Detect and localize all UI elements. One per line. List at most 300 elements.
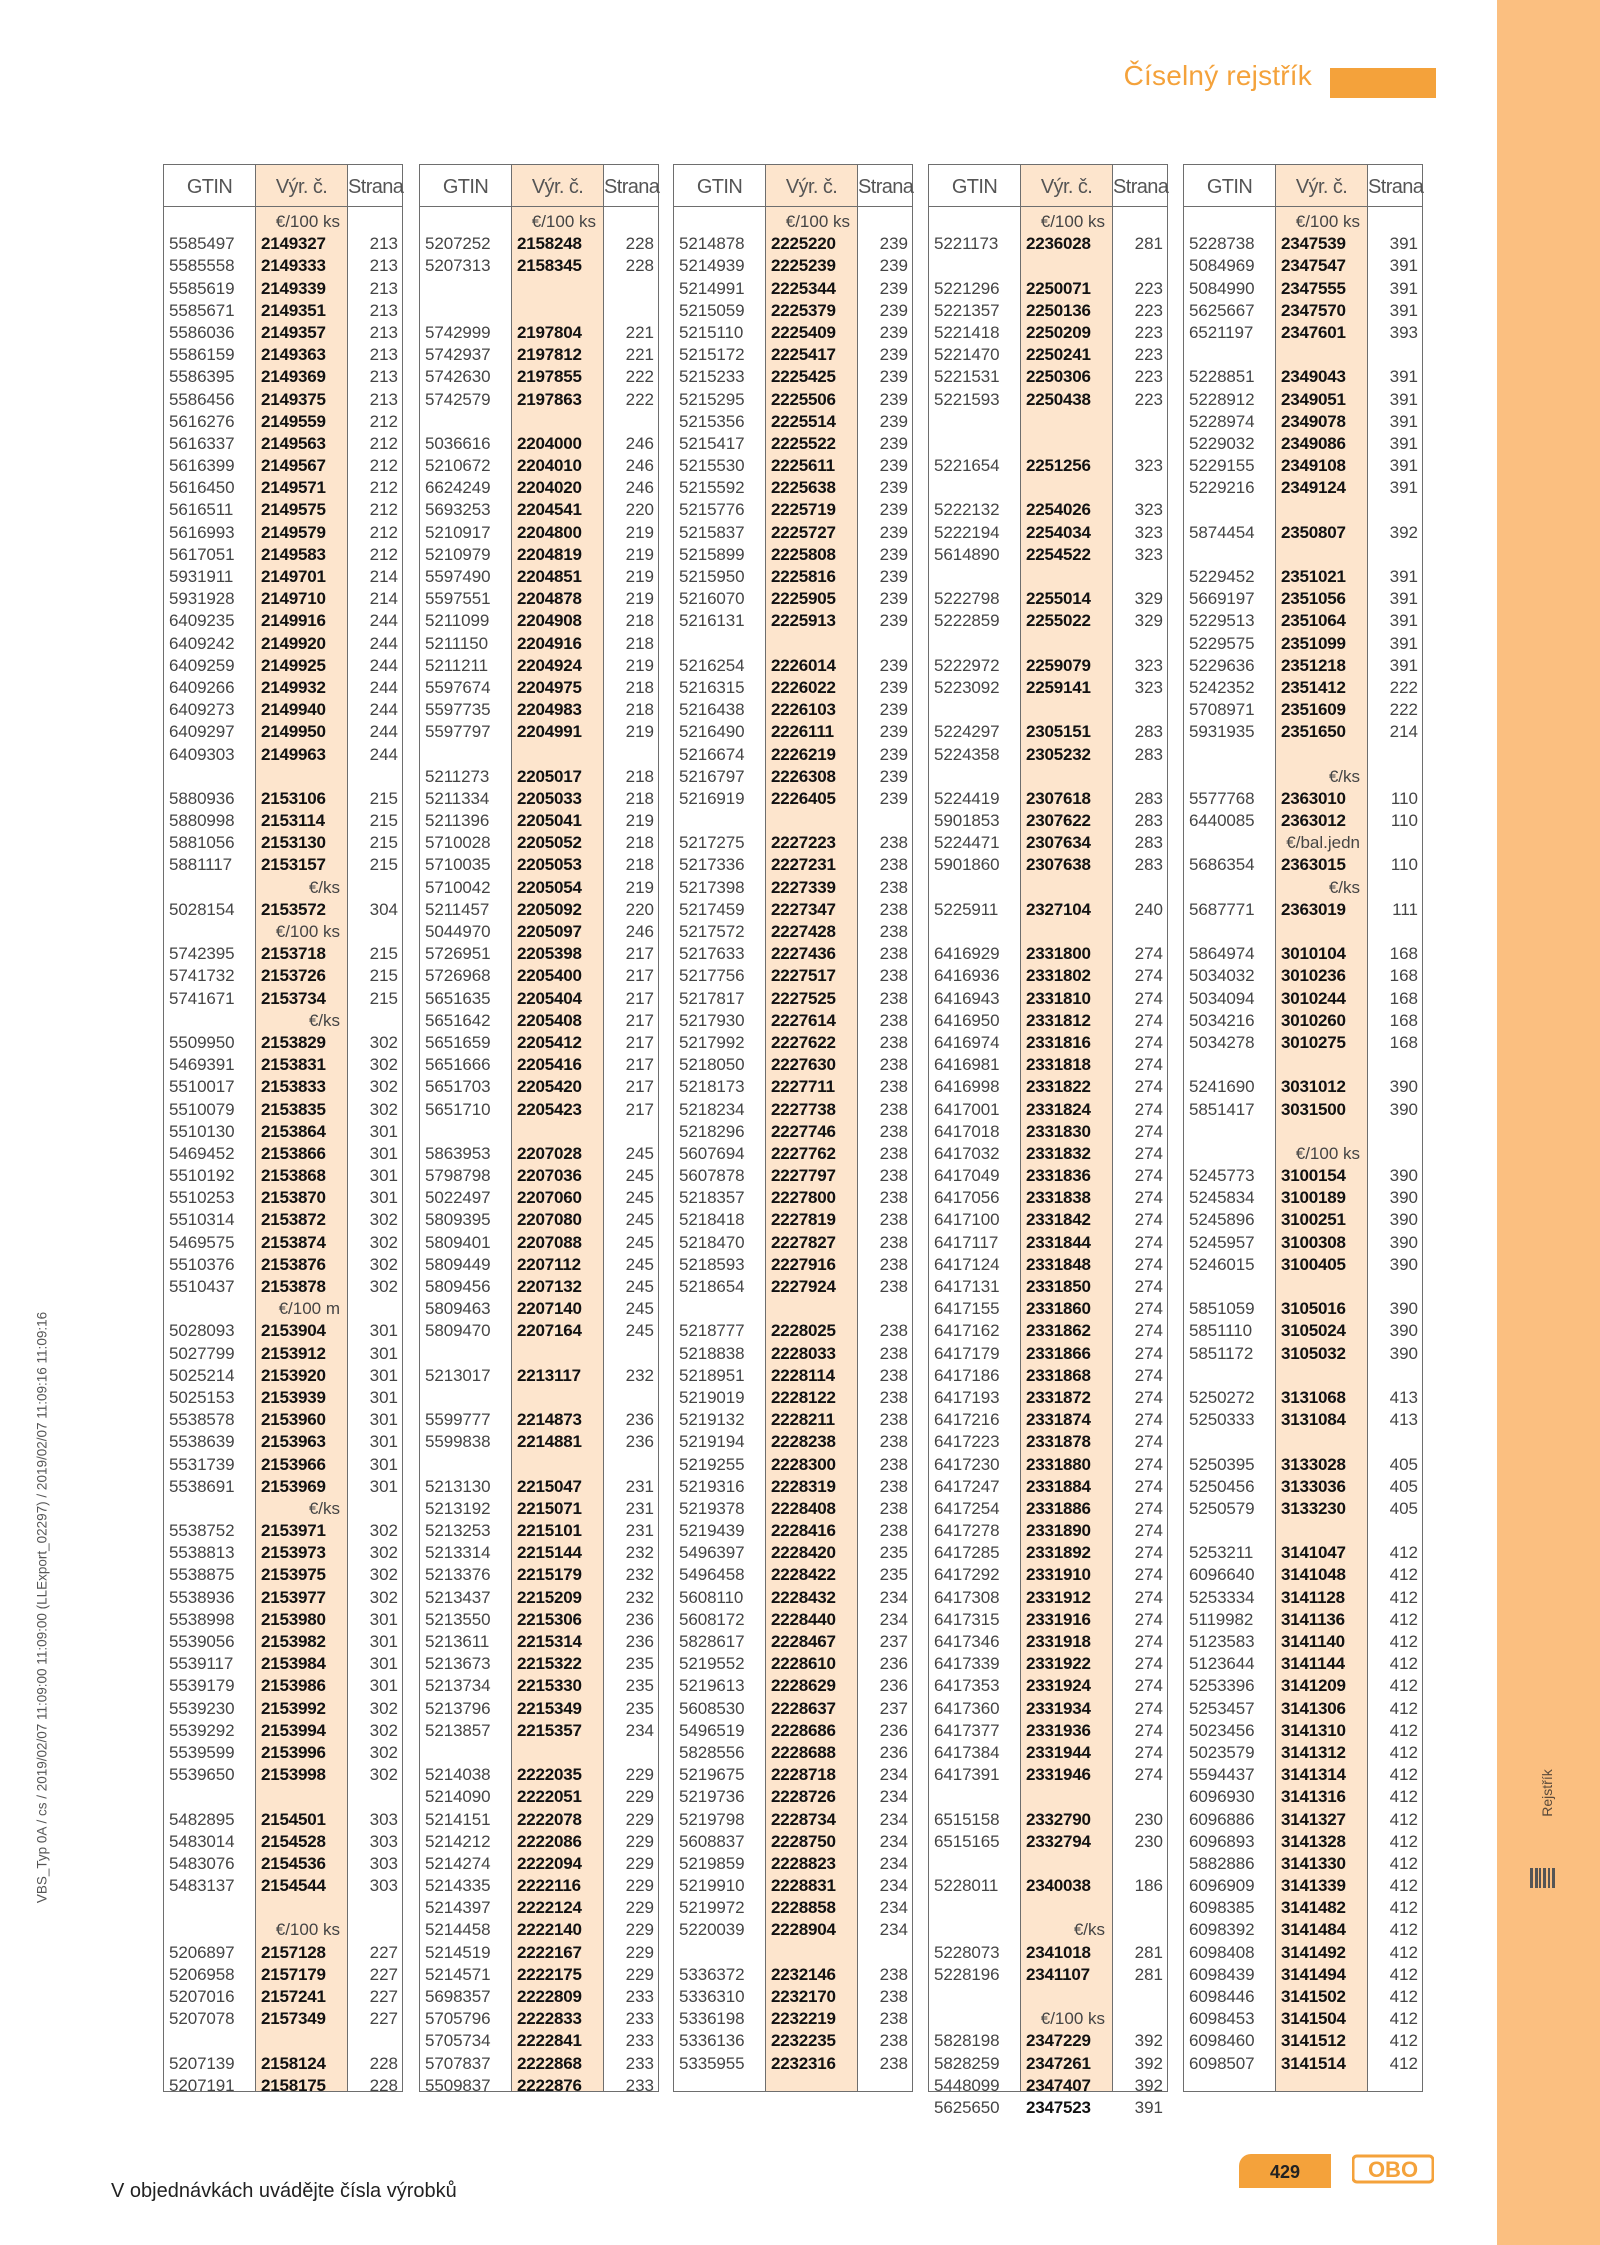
strana-cell: 239 (879, 744, 908, 764)
table-row (1184, 1498, 1422, 1520)
table-row (420, 1054, 658, 1076)
table-row (164, 1809, 402, 1831)
gtin-cell: 5206897 (169, 1942, 235, 1962)
gtin-cell: 5510437 (169, 1277, 235, 1296)
vyr-cell: 2149916 (261, 611, 326, 631)
gtin-cell: 5213130 (425, 1476, 491, 1496)
table-row (1184, 699, 1422, 721)
vyr-cell: 2228422 (771, 1565, 836, 1585)
strana-cell: 234 (879, 1587, 908, 1607)
strana-cell: 229 (625, 1876, 654, 1896)
vyr-cell: 3141310 (1281, 1720, 1346, 1740)
gtin-cell: 5218777 (679, 1321, 745, 1341)
vyr-cell: 2227827 (771, 1232, 836, 1252)
gtin-cell: 5229575 (1189, 633, 1255, 653)
vyr-cell: 2215357 (517, 1720, 582, 1740)
gtin-cell: 5217633 (679, 944, 745, 964)
table-row (929, 610, 1167, 632)
gtin-cell: 6409259 (169, 655, 235, 675)
vyr-cell: 2153868 (261, 1166, 326, 1186)
strana-cell: 244 (369, 744, 398, 764)
gtin-cell: 5809401 (425, 1232, 491, 1252)
strana-cell: 220 (625, 500, 654, 520)
table-row (674, 1964, 912, 1986)
gtin-cell: 5220039 (679, 1920, 745, 1940)
strana-cell: 223 (1134, 389, 1163, 409)
gtin-cell: 5214571 (425, 1964, 491, 1984)
vyr-cell: 2225913 (771, 611, 836, 631)
gtin-cell: 6417032 (934, 1143, 1000, 1163)
vyr-cell: 2232235 (771, 2031, 836, 2051)
gtin-cell: 5809395 (425, 1210, 491, 1230)
vyr-cell: 2153920 (261, 1365, 326, 1385)
strana-cell: 302 (369, 1254, 398, 1274)
gtin-cell: 5219019 (679, 1387, 745, 1407)
vyr-cell: 2351056 (1281, 589, 1346, 609)
strana-cell: 212 (369, 500, 398, 520)
strana-cell: 323 (1134, 500, 1163, 520)
gtin-cell: 5710028 (425, 833, 491, 853)
vyr-cell: 2153998 (261, 1765, 326, 1785)
gtin-cell: 5044970 (425, 922, 491, 941)
vyr-cell: 2225727 (771, 522, 836, 542)
gtin-cell: 6098408 (1189, 1942, 1255, 1962)
vyr-cell: 3141144 (1281, 1654, 1345, 1674)
spacer-row (1184, 344, 1422, 366)
gtin-cell: 5828259 (934, 2053, 1000, 2073)
table-row (1184, 610, 1422, 632)
strana-cell: 238 (879, 1521, 908, 1541)
spacer-row (164, 766, 402, 788)
gtin-cell: 5214939 (679, 256, 745, 276)
gtin-cell: 5119982 (1189, 1609, 1254, 1629)
vyr-cell: 3141484 (1281, 1920, 1346, 1940)
gtin-cell: 5207016 (169, 1987, 235, 2006)
vyr-cell: 3141209 (1281, 1676, 1346, 1696)
gtin-cell: 5218357 (679, 1188, 745, 1208)
vyr-cell: 2307638 (1026, 855, 1091, 875)
vyr-cell: 2331934 (1026, 1698, 1091, 1718)
table-row (164, 1232, 402, 1254)
strana-cell: 274 (1134, 1254, 1163, 1274)
strana-cell: 227 (369, 1987, 398, 2006)
vyr-cell: 2204916 (517, 633, 582, 653)
gtin-cell: 6417216 (934, 1410, 1000, 1430)
table-row (420, 1365, 658, 1387)
spacer-row (929, 1853, 1167, 1875)
table-body (929, 211, 1167, 2119)
strana-cell: 390 (1389, 1077, 1418, 1097)
gtin-cell: 5608837 (679, 1831, 745, 1851)
gtin-cell: 5651635 (425, 988, 491, 1008)
strana-cell: 245 (625, 1143, 654, 1163)
vyr-cell: 2215306 (517, 1609, 582, 1629)
table-row (1184, 522, 1422, 544)
vyr-cell: 3141327 (1281, 1809, 1346, 1829)
gtin-cell: 5510376 (169, 1254, 235, 1274)
strana-cell: 390 (1389, 1321, 1418, 1341)
table-row (164, 965, 402, 987)
strana-cell: 219 (625, 811, 654, 831)
gtin-cell: 6417230 (934, 1454, 1000, 1474)
vyr-cell: 2228750 (771, 1831, 836, 1851)
vyr-cell: 2331810 (1026, 988, 1091, 1008)
table-row (420, 455, 658, 477)
table-row (164, 788, 402, 810)
gtin-cell: 5669197 (1189, 589, 1255, 609)
strana-cell: 219 (625, 655, 654, 675)
gtin-cell: 6515158 (934, 1809, 1000, 1829)
vyr-cell: 2227916 (771, 1254, 836, 1274)
table-row (420, 1964, 658, 1986)
vyr-cell: 2331860 (1026, 1299, 1091, 1319)
strana-cell: 215 (369, 833, 398, 853)
vyr-cell: 2259141 (1026, 677, 1091, 697)
table-row (674, 366, 912, 388)
gtin-cell: 5027799 (169, 1343, 235, 1363)
price-unit: €/100 ks (275, 1920, 340, 1940)
table-row (929, 1498, 1167, 1520)
gtin-cell: 5214335 (425, 1876, 491, 1896)
table-row (420, 344, 658, 366)
spacer-row (420, 1387, 658, 1409)
strana-cell: 215 (369, 811, 398, 831)
gtin-cell: 5229216 (1189, 478, 1255, 498)
price-unit-row (164, 1919, 402, 1941)
table-row (929, 1764, 1167, 1786)
strana-cell: 239 (879, 567, 908, 586)
vyr-cell: 2331868 (1026, 1365, 1091, 1385)
table-row (929, 1431, 1167, 1453)
vyr-cell: 2349051 (1281, 389, 1346, 409)
strana-cell: 274 (1134, 1321, 1163, 1341)
table-row (929, 1076, 1167, 1098)
vyr-cell: 3141312 (1281, 1742, 1346, 1762)
table-row (420, 566, 658, 588)
strana-cell: 244 (369, 700, 398, 720)
vyr-cell: 2331922 (1026, 1654, 1091, 1674)
table-row (929, 1587, 1167, 1609)
gtin-cell: 5496458 (679, 1565, 745, 1585)
gtin-cell: 5336372 (679, 1964, 745, 1984)
strana-cell: 218 (625, 677, 654, 697)
vyr-cell: 2153977 (261, 1587, 326, 1607)
gtin-cell: 5123583 (1189, 1632, 1255, 1651)
gtin-cell: 5224297 (934, 722, 1000, 742)
vyr-cell: 3010104 (1281, 944, 1346, 964)
strana-cell: 213 (369, 234, 398, 254)
strana-cell: 281 (1134, 234, 1163, 254)
header-strana: Strana (1368, 176, 1424, 198)
gtin-cell: 5335955 (679, 2053, 745, 2073)
strana-cell: 274 (1134, 1676, 1163, 1696)
strana-cell: 234 (879, 1609, 908, 1629)
gtin-cell: 5218173 (679, 1077, 745, 1097)
vyr-cell: 2153992 (261, 1698, 326, 1718)
strana-cell: 301 (369, 1454, 398, 1474)
price-unit: €/100 m (278, 1299, 340, 1319)
spacer-row (420, 1742, 658, 1764)
price-unit-row (929, 2008, 1167, 2030)
vyr-cell: 2227614 (771, 1010, 836, 1030)
vyr-cell: 2331800 (1026, 944, 1091, 964)
table-row (164, 943, 402, 965)
table-row (1184, 854, 1422, 876)
table-row (164, 744, 402, 766)
strana-cell: 274 (1134, 1698, 1163, 1718)
gtin-cell: 5496397 (679, 1543, 745, 1563)
price-unit-row (164, 1298, 402, 1320)
table-row (929, 1454, 1167, 1476)
header-gtin: GTIN (442, 176, 489, 198)
table-row (420, 322, 658, 344)
table-row (164, 1609, 402, 1631)
gtin-cell: 5213796 (425, 1698, 491, 1718)
strana-cell: 239 (879, 389, 908, 409)
vyr-cell: 2228629 (771, 1676, 836, 1696)
table-row (420, 1786, 658, 1808)
gtin-cell: 5215950 (679, 567, 745, 586)
vyr-cell: 2331946 (1026, 1765, 1091, 1785)
gtin-cell: 5214151 (425, 1809, 491, 1829)
strana-cell: 274 (1134, 1032, 1163, 1052)
vyr-cell: 2225220 (771, 234, 836, 254)
strana-cell: 303 (369, 1831, 398, 1851)
table-row (420, 544, 658, 566)
table-row (420, 1564, 658, 1586)
vyr-cell: 2305232 (1026, 744, 1091, 764)
strana-cell: 239 (879, 367, 908, 387)
vyr-cell: 2331910 (1026, 1565, 1091, 1585)
vyr-cell: 2250438 (1026, 389, 1091, 409)
sidebar-label-text: Rejstřík (1539, 1769, 1555, 1817)
gtin-cell: 5219798 (679, 1809, 745, 1829)
table-row (929, 1742, 1167, 1764)
vyr-cell: 2204908 (517, 611, 582, 631)
strana-cell: 238 (879, 1410, 908, 1430)
vyr-cell: 2228211 (771, 1410, 835, 1430)
table-row (164, 1365, 402, 1387)
strana-cell: 228 (369, 2053, 398, 2073)
strana-cell: 274 (1134, 1410, 1163, 1430)
strana-cell: 239 (879, 655, 908, 675)
table-row (674, 1343, 912, 1365)
gtin-cell: 5828198 (934, 2031, 1000, 2051)
vyr-cell: 2207164 (517, 1321, 582, 1341)
price-unit: €/ks (308, 1010, 340, 1030)
vyr-cell: 2205054 (517, 877, 582, 897)
table-row (1184, 1165, 1422, 1187)
gtin-cell: 5218050 (679, 1055, 745, 1075)
strana-cell: 223 (1134, 300, 1163, 320)
vyr-cell: 2222175 (517, 1964, 582, 1984)
gtin-cell: 6096886 (1189, 1809, 1255, 1829)
strana-cell: 217 (625, 944, 654, 964)
table-row (420, 2053, 658, 2075)
gtin-cell: 5228196 (934, 1964, 1000, 1984)
table-row (1184, 677, 1422, 699)
strana-cell: 214 (1389, 722, 1418, 742)
strana-cell: 238 (879, 899, 908, 919)
table-row (1184, 1542, 1422, 1564)
strana-cell: 301 (369, 1632, 398, 1651)
strana-cell: 219 (625, 722, 654, 742)
table-row (674, 1587, 912, 1609)
strana-cell: 218 (625, 766, 654, 786)
vyr-cell: 2222051 (517, 1787, 582, 1807)
table-row (929, 988, 1167, 1010)
table-row (929, 344, 1167, 366)
gtin-cell: 6417162 (934, 1321, 1000, 1341)
strana-cell: 301 (369, 1676, 398, 1696)
strana-cell: 302 (369, 1077, 398, 1097)
strana-cell: 238 (879, 1210, 908, 1230)
vyr-cell: 2227797 (771, 1166, 836, 1186)
gtin-cell: 5539179 (169, 1676, 235, 1696)
gtin-cell: 5218951 (679, 1365, 745, 1385)
gtin-cell: 5215233 (679, 367, 745, 387)
strana-cell: 301 (369, 1121, 398, 1141)
strana-cell: 229 (625, 1853, 654, 1873)
strana-cell: 412 (1389, 1720, 1418, 1740)
table-row (164, 1742, 402, 1764)
vyr-cell: 2331884 (1026, 1476, 1091, 1496)
vyr-cell: 2207088 (517, 1232, 582, 1252)
strana-cell: 214 (369, 567, 398, 586)
table-row (674, 411, 912, 433)
strana-cell: 274 (1134, 966, 1163, 986)
vyr-cell: 3133036 (1281, 1476, 1346, 1496)
table-row (420, 1099, 658, 1121)
spacer-row (674, 1298, 912, 1320)
vyr-cell: 3010244 (1281, 988, 1346, 1008)
strana-cell: 274 (1134, 1476, 1163, 1496)
gtin-cell: 5222132 (934, 500, 1000, 520)
table-row (929, 499, 1167, 521)
strana-cell: 238 (879, 1254, 908, 1274)
table-row (929, 1942, 1167, 1964)
gtin-cell: 5250579 (1189, 1498, 1255, 1518)
gtin-cell: 5539599 (169, 1742, 235, 1762)
gtin-cell: 5213437 (425, 1587, 491, 1607)
gtin-cell: 5217336 (679, 855, 745, 875)
vyr-cell: 2226405 (771, 788, 836, 808)
price-unit: €/ks (1073, 1920, 1105, 1940)
strana-cell: 221 (625, 322, 654, 342)
table-row (1184, 588, 1422, 610)
table-row (1184, 1764, 1422, 1786)
spacer-row (929, 1786, 1167, 1808)
strana-cell: 281 (1134, 1942, 1163, 1962)
vyr-cell: 2307618 (1026, 788, 1091, 808)
strana-cell: 236 (879, 1720, 908, 1740)
table-row (674, 1542, 912, 1564)
strana-cell: 244 (369, 722, 398, 742)
strana-cell: 233 (625, 1987, 654, 2006)
strana-cell: 238 (879, 1055, 908, 1075)
strana-cell: 238 (879, 1365, 908, 1385)
gtin-cell: 6417315 (934, 1609, 1000, 1629)
table-row (420, 655, 658, 677)
header-vyr: Výr. č. (275, 176, 328, 198)
vyr-cell: 2153982 (261, 1632, 326, 1651)
table-row (164, 1032, 402, 1054)
gtin-cell: 5686354 (1189, 855, 1255, 875)
table-row (164, 322, 402, 344)
table-row (1184, 433, 1422, 455)
table-row (929, 943, 1167, 965)
vyr-cell: 2332790 (1026, 1809, 1091, 1829)
gtin-cell: 5217459 (679, 899, 745, 919)
gtin-cell: 5253396 (1189, 1676, 1255, 1696)
gtin-cell: 5217992 (679, 1032, 745, 1052)
table-row (164, 1276, 402, 1298)
vyr-cell: 2213117 (517, 1365, 581, 1385)
strana-cell: 236 (625, 1410, 654, 1430)
gtin-cell: 5597490 (425, 567, 491, 586)
vyr-cell: 2205097 (517, 922, 582, 941)
vyr-cell: 2331924 (1026, 1676, 1091, 1696)
strana-cell: 239 (879, 766, 908, 786)
table-row (674, 1698, 912, 1720)
gtin-cell: 5539117 (169, 1654, 234, 1674)
strana-cell: 236 (625, 1609, 654, 1629)
gtin-cell: 5864974 (1189, 944, 1255, 964)
table-row (164, 1254, 402, 1276)
strana-cell: 215 (369, 966, 398, 986)
strana-cell: 234 (879, 1853, 908, 1873)
vyr-cell: 2363015 (1281, 855, 1346, 875)
vyr-cell: 2331824 (1026, 1099, 1091, 1119)
gtin-cell: 6515165 (934, 1831, 1000, 1851)
strana-cell: 274 (1134, 1742, 1163, 1762)
table-row (1184, 1587, 1422, 1609)
strana-cell: 301 (369, 1188, 398, 1208)
strana-cell: 323 (1134, 522, 1163, 542)
strana-cell: 329 (1134, 611, 1163, 631)
vyr-cell: 2153876 (261, 1254, 326, 1274)
strana-cell: 274 (1134, 1277, 1163, 1296)
vyr-cell: 3141339 (1281, 1876, 1346, 1896)
vyr-cell: 2222809 (517, 1987, 582, 2006)
strana-cell: 239 (879, 345, 908, 365)
strana-cell: 246 (625, 433, 654, 453)
vyr-cell: 2204983 (517, 700, 582, 720)
price-unit: €/100 ks (1295, 1143, 1360, 1163)
table-row (674, 1010, 912, 1032)
strana-cell: 246 (625, 922, 654, 941)
gtin-cell: 5901860 (934, 855, 1000, 875)
gtin-cell: 5213192 (425, 1498, 491, 1518)
vyr-cell: 2149920 (261, 633, 326, 653)
vyr-cell: 2331866 (1026, 1343, 1091, 1363)
gtin-cell: 5229636 (1189, 655, 1255, 675)
gtin-cell: 5742999 (425, 322, 491, 342)
strana-cell: 228 (625, 256, 654, 276)
strana-cell: 274 (1134, 1565, 1163, 1585)
strana-cell: 218 (625, 633, 654, 653)
price-unit: €/ks (308, 1498, 340, 1518)
table-row (164, 1165, 402, 1187)
vyr-cell: 2207060 (517, 1188, 582, 1208)
gtin-cell: 6416929 (934, 944, 1000, 964)
vyr-cell: 2153878 (261, 1277, 326, 1296)
strana-cell: 412 (1389, 1632, 1418, 1651)
gtin-cell: 5228974 (1189, 411, 1255, 431)
price-unit: €/100 ks (1040, 2009, 1105, 2029)
vyr-cell: 2153939 (261, 1387, 326, 1407)
gtin-cell: 5510314 (169, 1210, 235, 1230)
